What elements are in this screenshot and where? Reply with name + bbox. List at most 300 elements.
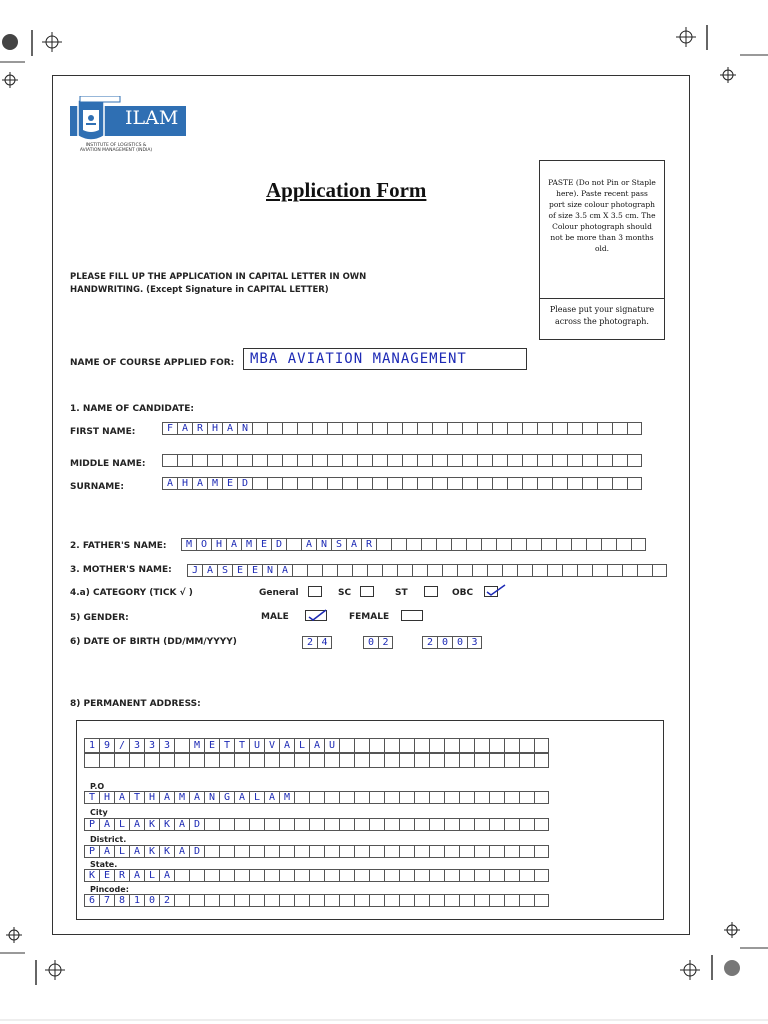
char-cell [312, 454, 327, 467]
char-cell: V [264, 738, 279, 753]
char-cell [292, 564, 307, 577]
char-cell [189, 869, 204, 882]
char-cell [267, 454, 282, 467]
char-cell [337, 564, 352, 577]
po-grid[interactable] [84, 791, 549, 804]
char-cell [487, 564, 502, 577]
gender-label: 5) GENDER: [70, 613, 129, 623]
char-cell: A [264, 791, 279, 804]
char-cell [582, 477, 597, 490]
char-cell: D [271, 538, 286, 551]
char-cell [339, 753, 354, 768]
char-cell [601, 538, 616, 551]
char-cell [159, 753, 174, 768]
char-cell [399, 869, 414, 882]
char-cell: J [187, 564, 202, 577]
char-cell: H [177, 477, 192, 490]
char-cell [534, 894, 549, 907]
char-cell [297, 422, 312, 435]
first-name-grid[interactable] [162, 422, 642, 435]
char-cell [264, 818, 279, 831]
char-cell [429, 738, 444, 753]
char-cell [297, 454, 312, 467]
char-cell [286, 538, 301, 551]
char-cell [312, 477, 327, 490]
char-cell [459, 845, 474, 858]
char-cell [414, 738, 429, 753]
char-cell [414, 845, 429, 858]
char-cell [234, 894, 249, 907]
char-cell [627, 422, 642, 435]
photo-box [539, 160, 665, 340]
char-cell: L [114, 845, 129, 858]
char-cell [372, 454, 387, 467]
char-cell [402, 477, 417, 490]
char-cell [279, 845, 294, 858]
char-cell [571, 538, 586, 551]
char-cell [294, 818, 309, 831]
char-cell [429, 894, 444, 907]
char-cell [537, 454, 552, 467]
char-cell [429, 818, 444, 831]
char-cell [324, 818, 339, 831]
char-cell [354, 753, 369, 768]
char-cell [234, 753, 249, 768]
char-cell [369, 894, 384, 907]
po-label: P.O [90, 782, 105, 791]
char-cell [552, 477, 567, 490]
char-cell [354, 738, 369, 753]
char-cell [264, 869, 279, 882]
char-cell [309, 894, 324, 907]
char-cell [597, 422, 612, 435]
char-cell: 2 [159, 894, 174, 907]
char-cell [414, 894, 429, 907]
char-cell: 1 [129, 894, 144, 907]
char-cell [522, 477, 537, 490]
char-cell [249, 894, 264, 907]
char-cell [447, 454, 462, 467]
char-cell [567, 422, 582, 435]
char-cell [327, 477, 342, 490]
char-cell [472, 564, 487, 577]
char-cell [631, 538, 646, 551]
char-cell [474, 738, 489, 753]
char-cell [367, 564, 382, 577]
char-cell [282, 454, 297, 467]
char-cell: S [331, 538, 346, 551]
mother-name-grid[interactable] [187, 564, 667, 577]
gender-male-checkbox[interactable] [305, 610, 327, 621]
category-general-checkbox[interactable] [308, 586, 322, 597]
char-cell [399, 791, 414, 804]
char-cell [442, 564, 457, 577]
char-cell [429, 869, 444, 882]
category-general-label: General [259, 588, 299, 598]
char-cell [279, 894, 294, 907]
char-cell: D [189, 818, 204, 831]
char-cell [177, 454, 192, 467]
char-cell [414, 753, 429, 768]
char-cell [249, 869, 264, 882]
father-name-grid[interactable] [181, 538, 646, 551]
char-cell [474, 869, 489, 882]
char-cell: 3 [159, 738, 174, 753]
char-cell [436, 538, 451, 551]
char-cell [507, 422, 522, 435]
char-cell [489, 738, 504, 753]
char-cell [309, 753, 324, 768]
char-cell [189, 894, 204, 907]
char-cell [504, 738, 519, 753]
char-cell [477, 422, 492, 435]
char-cell [264, 753, 279, 768]
char-cell [562, 564, 577, 577]
char-cell [309, 869, 324, 882]
char-cell: A [129, 818, 144, 831]
ilam-logo [70, 96, 186, 156]
char-cell [369, 818, 384, 831]
char-cell: K [159, 845, 174, 858]
category-label: 4.a) CATEGORY (TICK √ ) [70, 588, 193, 598]
address-line2-grid[interactable] [84, 753, 549, 768]
char-cell: E [232, 564, 247, 577]
category-obc-checkbox[interactable] [484, 586, 498, 597]
char-cell [369, 738, 384, 753]
char-cell [354, 791, 369, 804]
char-cell: R [114, 869, 129, 882]
surname-grid[interactable] [162, 477, 642, 490]
char-cell [249, 818, 264, 831]
char-cell: M [174, 791, 189, 804]
char-cell [616, 538, 631, 551]
char-cell: A [192, 477, 207, 490]
char-cell [279, 869, 294, 882]
char-cell [474, 845, 489, 858]
char-cell [492, 454, 507, 467]
char-cell [219, 845, 234, 858]
char-cell [459, 818, 474, 831]
district-grid[interactable] [84, 845, 549, 858]
char-cell [357, 477, 372, 490]
char-cell: 2 [422, 636, 437, 649]
char-cell: 4 [317, 636, 332, 649]
char-cell [552, 422, 567, 435]
char-cell [267, 477, 282, 490]
char-cell [357, 454, 372, 467]
char-cell [417, 422, 432, 435]
char-cell [519, 818, 534, 831]
char-cell [354, 845, 369, 858]
char-cell: H [99, 791, 114, 804]
char-cell [459, 753, 474, 768]
char-cell [399, 894, 414, 907]
pincode-grid[interactable] [84, 894, 549, 907]
char-cell [397, 564, 412, 577]
char-cell [99, 753, 114, 768]
char-cell [174, 869, 189, 882]
char-cell [267, 422, 282, 435]
char-cell [489, 894, 504, 907]
pincode-label: Pincode: [90, 885, 129, 894]
char-cell [309, 845, 324, 858]
char-cell [519, 753, 534, 768]
char-cell [249, 845, 264, 858]
char-cell [492, 422, 507, 435]
char-cell [534, 818, 549, 831]
address-line1-grid[interactable] [84, 738, 549, 753]
char-cell [547, 564, 562, 577]
char-cell: E [247, 564, 262, 577]
char-cell [324, 869, 339, 882]
char-cell [511, 538, 526, 551]
char-cell [294, 845, 309, 858]
dob-day-grid[interactable] [302, 636, 332, 649]
city-grid[interactable] [84, 818, 549, 831]
logo-subtitle: INSTITUTE OF LOGISTICS & AVIATION MANAGEMENT (INDIA) [79, 143, 153, 153]
char-cell: 8 [114, 894, 129, 907]
char-cell [537, 477, 552, 490]
char-cell [582, 422, 597, 435]
category-st-label: ST [395, 588, 408, 598]
char-cell [414, 791, 429, 804]
first-name-label: FIRST NAME: [70, 427, 136, 437]
char-cell: 0 [452, 636, 467, 649]
char-cell: T [129, 791, 144, 804]
char-cell [309, 818, 324, 831]
char-cell [414, 869, 429, 882]
char-cell: 2 [378, 636, 393, 649]
char-cell [339, 869, 354, 882]
char-cell [462, 477, 477, 490]
char-cell [219, 753, 234, 768]
char-cell [342, 477, 357, 490]
char-cell [162, 454, 177, 467]
char-cell: T [234, 738, 249, 753]
char-cell: A [277, 564, 292, 577]
char-cell [507, 477, 522, 490]
char-cell: A [234, 791, 249, 804]
char-cell [207, 454, 222, 467]
char-cell [402, 454, 417, 467]
char-cell [504, 818, 519, 831]
char-cell [322, 564, 337, 577]
char-cell [489, 869, 504, 882]
char-cell: D [189, 845, 204, 858]
char-cell [519, 869, 534, 882]
char-cell: M [207, 477, 222, 490]
state-grid[interactable] [84, 869, 549, 882]
gender-female-label: FEMALE [349, 612, 390, 622]
char-cell [532, 564, 547, 577]
mother-name-label: 3. MOTHER'S NAME: [70, 565, 172, 575]
char-cell [372, 422, 387, 435]
char-cell [342, 422, 357, 435]
dob-year-grid[interactable] [422, 636, 482, 649]
district-label: District. [90, 835, 127, 844]
char-cell [339, 738, 354, 753]
char-cell [282, 477, 297, 490]
char-cell: 0 [363, 636, 378, 649]
char-cell [474, 894, 489, 907]
char-cell: A [114, 791, 129, 804]
char-cell [84, 753, 99, 768]
char-cell: H [211, 538, 226, 551]
check-mark-icon [485, 583, 507, 597]
char-cell: L [249, 791, 264, 804]
char-cell [417, 454, 432, 467]
char-cell: T [84, 791, 99, 804]
char-cell [552, 454, 567, 467]
char-cell: P [84, 818, 99, 831]
gender-male-label: MALE [261, 612, 289, 622]
char-cell [174, 753, 189, 768]
char-cell [459, 791, 474, 804]
char-cell: L [294, 738, 309, 753]
char-cell: N [316, 538, 331, 551]
char-cell [412, 564, 427, 577]
char-cell: A [346, 538, 361, 551]
char-cell [384, 894, 399, 907]
char-cell [481, 538, 496, 551]
course-field[interactable] [243, 348, 527, 370]
char-cell [421, 538, 436, 551]
char-cell: R [192, 422, 207, 435]
char-cell: A [309, 738, 324, 753]
char-cell: E [99, 869, 114, 882]
char-cell [427, 564, 442, 577]
char-cell [219, 818, 234, 831]
char-cell [252, 422, 267, 435]
char-cell [294, 894, 309, 907]
char-cell: K [159, 818, 174, 831]
char-cell [489, 818, 504, 831]
char-cell [444, 753, 459, 768]
char-cell [339, 818, 354, 831]
char-cell [399, 845, 414, 858]
char-cell [384, 753, 399, 768]
course-label: NAME OF COURSE APPLIED FOR: [70, 358, 235, 368]
char-cell: 7 [99, 894, 114, 907]
char-cell: A [99, 818, 114, 831]
char-cell [312, 422, 327, 435]
char-cell [327, 454, 342, 467]
gender-female-checkbox[interactable] [401, 610, 423, 621]
char-cell [204, 845, 219, 858]
char-cell [534, 845, 549, 858]
char-cell [252, 454, 267, 467]
char-cell [402, 422, 417, 435]
char-cell: A [174, 818, 189, 831]
candidate-heading: 1. NAME OF CANDIDATE: [70, 404, 195, 414]
char-cell [534, 869, 549, 882]
signature-note: Please put your signature across the photograph. [549, 305, 655, 326]
char-cell: M [241, 538, 256, 551]
char-cell: U [324, 738, 339, 753]
char-cell [492, 477, 507, 490]
char-cell [607, 564, 622, 577]
char-cell: D [237, 477, 252, 490]
char-cell [129, 753, 144, 768]
char-cell: L [144, 869, 159, 882]
char-cell [457, 564, 472, 577]
char-cell: 3 [467, 636, 482, 649]
char-cell [327, 422, 342, 435]
char-cell [237, 454, 252, 467]
surname-label: SURNAME: [70, 482, 124, 492]
char-cell [219, 894, 234, 907]
char-cell [612, 422, 627, 435]
char-cell: 3 [144, 738, 159, 753]
instruction-text: PLEASE FILL UP THE APPLICATION IN CAPITAL LETTER IN OWN HANDWRITING. (Except Signature in CAPITAL LETTER) [70, 272, 367, 295]
char-cell [429, 791, 444, 804]
char-cell [504, 869, 519, 882]
char-cell [519, 845, 534, 858]
char-cell [451, 538, 466, 551]
char-cell [652, 564, 667, 577]
char-cell [309, 791, 324, 804]
char-cell [444, 894, 459, 907]
char-cell [519, 791, 534, 804]
middle-name-grid[interactable] [162, 454, 642, 467]
char-cell [174, 894, 189, 907]
char-cell [387, 422, 402, 435]
char-cell: H [207, 422, 222, 435]
char-cell: N [237, 422, 252, 435]
char-cell [384, 869, 399, 882]
char-cell: A [162, 477, 177, 490]
char-cell: 0 [437, 636, 452, 649]
photo-divider [540, 298, 664, 299]
char-cell [637, 564, 652, 577]
category-sc-label: SC [338, 588, 352, 598]
char-cell [352, 564, 367, 577]
check-mark-icon [306, 608, 328, 622]
char-cell [354, 818, 369, 831]
char-cell: S [217, 564, 232, 577]
char-cell [592, 564, 607, 577]
category-sc-checkbox[interactable] [360, 586, 374, 597]
char-cell [489, 753, 504, 768]
char-cell [459, 738, 474, 753]
char-cell [567, 477, 582, 490]
char-cell [297, 477, 312, 490]
char-cell [556, 538, 571, 551]
char-cell: A [129, 869, 144, 882]
char-cell: F [162, 422, 177, 435]
char-cell: H [144, 791, 159, 804]
char-cell: A [279, 738, 294, 753]
page-title: Application Form [266, 178, 427, 202]
char-cell [369, 791, 384, 804]
char-cell [204, 818, 219, 831]
photo-instruction: PASTE (Do not Pin or Staple here). Paste recent pass port size colour photograph of size 3.5 cm X 3.5 cm. The Colour photograph should not be more than 3 months old. [548, 178, 656, 253]
char-cell: / [114, 738, 129, 753]
char-cell [279, 818, 294, 831]
char-cell [294, 869, 309, 882]
char-cell: U [249, 738, 264, 753]
char-cell [399, 818, 414, 831]
char-cell: M [189, 738, 204, 753]
char-cell [234, 845, 249, 858]
char-cell: M [279, 791, 294, 804]
char-cell [462, 454, 477, 467]
dob-month-grid[interactable] [363, 636, 393, 649]
char-cell: E [256, 538, 271, 551]
char-cell [324, 845, 339, 858]
category-st-checkbox[interactable] [424, 586, 438, 597]
char-cell [399, 738, 414, 753]
